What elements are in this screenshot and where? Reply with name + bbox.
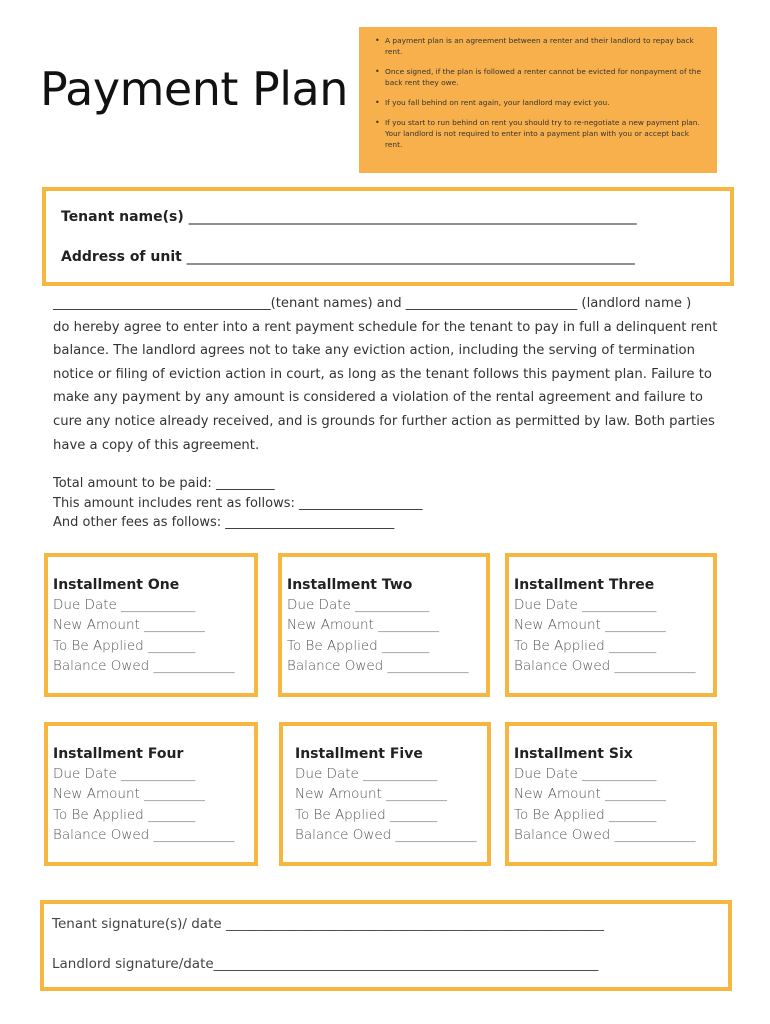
to-be-applied-field[interactable]: To Be Applied _______ bbox=[514, 637, 657, 654]
new-amount-field[interactable]: New Amount _________ bbox=[287, 617, 439, 634]
rent-amount-line[interactable]: This amount includes rent as follows: ___________________ bbox=[53, 495, 423, 511]
agreement-text bbox=[53, 292, 723, 457]
tenant-names-caption: (tenant names) and bbox=[270, 296, 406, 311]
installment-title: Installment Three bbox=[514, 577, 655, 593]
tenant-names-blank[interactable]: _________________________________ bbox=[53, 296, 271, 311]
page-title: Payment Plan bbox=[40, 62, 348, 116]
address-line: ________________________________________________________________ bbox=[186, 249, 635, 265]
new-amount-field[interactable]: New Amount _________ bbox=[53, 617, 205, 634]
new-amount-field[interactable]: New Amount _________ bbox=[295, 786, 447, 803]
installment-four-box bbox=[44, 722, 258, 866]
installment-title: Installment Six bbox=[514, 746, 633, 762]
to-be-applied-field[interactable]: To Be Applied _______ bbox=[53, 806, 196, 823]
due-date-field[interactable]: Due Date ___________ bbox=[514, 766, 657, 782]
note-item: • If you start to run behind on rent you should try to re-negotiate a new payment plan. Your landlord is not required to enter into a payment plan with you or accept back rent. bbox=[385, 117, 707, 150]
tenant-info-box bbox=[42, 187, 734, 286]
tenant-name-field[interactable] bbox=[61, 209, 637, 225]
balance-owed-field[interactable]: Balance Owed ____________ bbox=[295, 826, 477, 843]
due-date-field[interactable]: Due Date ___________ bbox=[53, 766, 196, 782]
installment-title: Installment Two bbox=[287, 577, 413, 593]
new-amount-field[interactable]: New Amount _________ bbox=[514, 617, 666, 634]
to-be-applied-field[interactable]: To Be Applied _______ bbox=[295, 806, 438, 823]
note-item: • A payment plan is an agreement between a renter and their landlord to repay back rent. bbox=[385, 35, 707, 57]
installment-one-box bbox=[44, 553, 258, 697]
tenant-name-label: Tenant name(s) bbox=[61, 209, 184, 225]
balance-owed-field[interactable]: Balance Owed ____________ bbox=[53, 657, 235, 674]
due-date-field[interactable]: Due Date ___________ bbox=[295, 766, 438, 782]
totals-section bbox=[53, 474, 423, 533]
installment-title: Installment Five bbox=[295, 746, 423, 762]
to-be-applied-field[interactable]: To Be Applied _______ bbox=[514, 806, 657, 823]
address-label: Address of unit bbox=[61, 249, 182, 265]
installment-title: Installment Four bbox=[53, 746, 184, 762]
landlord-name-caption: (landlord name ) bbox=[577, 296, 692, 311]
fees-amount-line[interactable]: And other fees as follows: __________________________ bbox=[53, 515, 395, 530]
note-item: • If you fall behind on rent again, your landlord may evict you. bbox=[385, 97, 707, 108]
due-date-field[interactable]: Due Date ___________ bbox=[53, 597, 196, 613]
installment-title: Installment One bbox=[53, 577, 180, 593]
total-amount-line[interactable]: Total amount to be paid: _________ bbox=[53, 476, 275, 491]
due-date-field[interactable]: Due Date ___________ bbox=[514, 597, 657, 613]
tenant-name-line: ________________________________________________________________ bbox=[188, 209, 637, 225]
installment-six-box bbox=[505, 722, 717, 866]
agreement-body: do hereby agree to enter into a rent payment schedule for the tenant to pay in full a delinquent rent balance. The landlord agrees not to take any eviction action, including the serving of termination notice or filing of eviction action in court, as long as the tenant follows this payment plan. Failure to make any payment by any amount is considered a violation of the rental agreement and failure to cure any notice already received, and is grounds for further action as permitted by law. Both parties have a copy of this agreement. bbox=[53, 319, 718, 453]
to-be-applied-field[interactable]: To Be Applied _______ bbox=[53, 637, 196, 654]
balance-owed-field[interactable]: Balance Owed ____________ bbox=[514, 657, 696, 674]
landlord-name-blank[interactable]: __________________________ bbox=[405, 296, 578, 311]
installment-five-box bbox=[279, 722, 491, 866]
installment-two-box bbox=[278, 553, 490, 697]
address-field[interactable] bbox=[61, 249, 635, 265]
new-amount-field[interactable]: New Amount _________ bbox=[514, 786, 666, 803]
balance-owed-field[interactable]: Balance Owed ____________ bbox=[53, 826, 235, 843]
info-notes-panel bbox=[359, 27, 717, 173]
tenant-signature-line[interactable]: Tenant signature(s)/ date ________________________________________________________ bbox=[52, 916, 604, 932]
installment-three-box bbox=[505, 553, 717, 697]
note-item: • Once signed, if the plan is followed a renter cannot be evicted for nonpayment of the back rent they owe. bbox=[385, 66, 707, 88]
due-date-field[interactable]: Due Date ___________ bbox=[287, 597, 430, 613]
signature-box bbox=[40, 900, 732, 991]
to-be-applied-field[interactable]: To Be Applied _______ bbox=[287, 637, 430, 654]
balance-owed-field[interactable]: Balance Owed ____________ bbox=[287, 657, 469, 674]
balance-owed-field[interactable]: Balance Owed ____________ bbox=[514, 826, 696, 843]
new-amount-field[interactable]: New Amount _________ bbox=[53, 786, 205, 803]
landlord-signature-line[interactable]: Landlord signature/date_________________________________________________________ bbox=[52, 956, 599, 972]
